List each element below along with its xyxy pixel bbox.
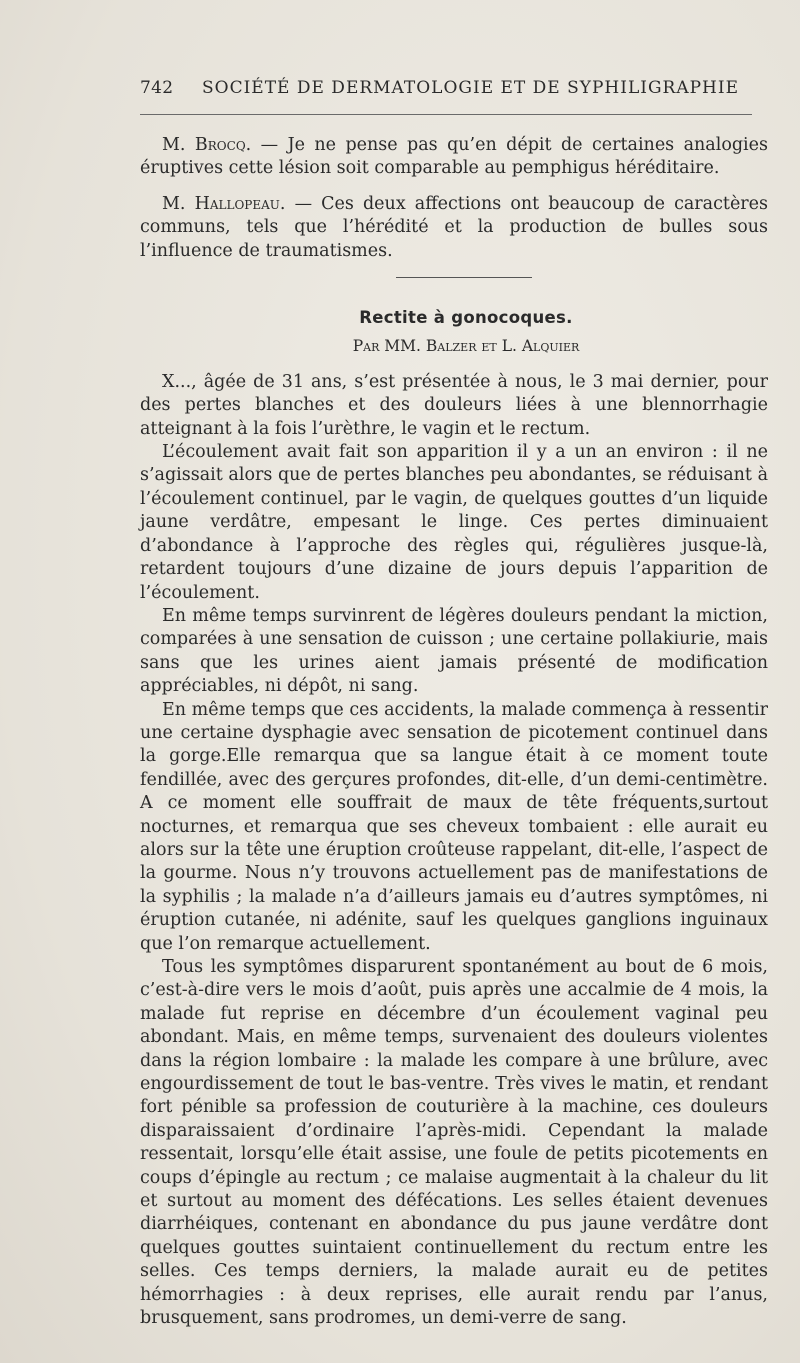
paragraph: L’écoulement avait fait son apparition il y a un an environ : il ne s’agissait alors que de pertes blanches peu abondantes, se réduisant à l’écoulement continuel, par le vagin, de quelques gouttes d’un liquide jaune verdâtre, empesant le linge. Ces pertes diminuaient d’abondance à l’approche des règles qui, régulières jusque-là, retardent toujours d’une dizaine de jours depuis l’apparition de l’écoulement. bbox=[140, 442, 768, 603]
discussion-hallopeau bbox=[140, 193, 768, 263]
article-authors: Par MM. Balzer et L. Alquier bbox=[352, 337, 580, 356]
running-header bbox=[140, 78, 752, 104]
paragraph: Tous les symptômes disparurent spontanément au bout de 6 mois, c’est-à-dire vers le mois d’août, puis après une accalmie de 4 mois, la malade fut reprise en décembre d’un écoulement vaginal peu abondant. Mais, en même temps, survenaient des douleurs violentes dans la région lombaire : la malade les compare à une brûlure, avec engourdissement de tout le bas-ventre. Très vives le matin, et rendant fort pénible sa profession de couturière à la machine, ces douleurs disparaissaient d’ordinaire l’après-midi. Cependant la malade ressentait, lorsqu’elle était assise, une foule de petits picotements en coups d’épingle au rectum ; ce malaise augmentait à la chaleur du lit et surtout au moment des défécations. Les selles étaient devenues diarrhéiques, contenant en abondance du pus jaune verdâtre dont quelques gouttes suintaient continuellement du rectum entre les selles. Ces temps derniers, la malade aurait eu de petites hémorrhagies : à deux reprises, elle aurait rendu par l’anus, brusquement, sans prodromes, un demi-verre de sang. bbox=[140, 957, 768, 1329]
paragraph: En même temps que ces accidents, la malade commença à ressentir une certaine dysphagie avec sensation de picotement continuel dans la gorge.Elle remarqua que sa langue était à ce moment toute fendillée, avec des gerçures profondes, dit-elle, d’un demi-centimètre. A ce moment elle souffrait de maux de tête fréquents,surtout nocturnes, et remarqua que ses cheveux tombaient : elle aurait eu alors sur la tête une éruption croûteuse rappelant, dit-elle, l’aspect de la gourme. Nous n’y trouvons actuellement pas de manifestations de la syphilis ; la malade n’a d’ailleurs jamais eu d’autres symptômes, ni éruption cutanée, ni adénite, sauf les quelques ganglions inguinaux que l’on remarque actuellement. bbox=[140, 699, 768, 954]
paragraph: X..., âgée de 31 ans, s’est présentée à nous, le 3 mai dernier, pour des pertes blanches et des douleurs liées à une blennorrhagie atteignant à la fois l’urèthre, le vagin et le rectum. bbox=[140, 371, 768, 439]
speaker-remark: — Ces deux affections ont beaucoup de caractères communs, tels que l’hérédité et la production de bulles sous l’influence de traumatismes. bbox=[140, 193, 768, 261]
running-title: SOCIÉTÉ DE DERMATOLOGIE ET DE SYPHILIGRAPHIE bbox=[202, 78, 740, 98]
speaker-name: M. Brocq. bbox=[162, 135, 252, 155]
article-title: Rectite à gonocoques. bbox=[359, 308, 573, 328]
header-rule bbox=[140, 114, 752, 115]
section-divider bbox=[396, 277, 532, 278]
speaker-name: M. Hallopeau. bbox=[162, 193, 286, 214]
paragraph: En même temps survinrent de légères douleurs pendant la miction, comparées à une sensation de cuisson ; une certaine pollakiurie, mais sans que les urines aient jamais présenté de modification appréciables, ni dépôt, ni sang. bbox=[140, 605, 768, 697]
discussion-brocq bbox=[140, 134, 768, 181]
speaker-remark: — Je ne pense pas qu’en dépit de certaines analogies éruptives cette lésion soit comparable au pemphigus héréditaire. bbox=[140, 135, 768, 179]
page-number: 742 bbox=[140, 78, 174, 98]
page-body bbox=[140, 134, 768, 1331]
